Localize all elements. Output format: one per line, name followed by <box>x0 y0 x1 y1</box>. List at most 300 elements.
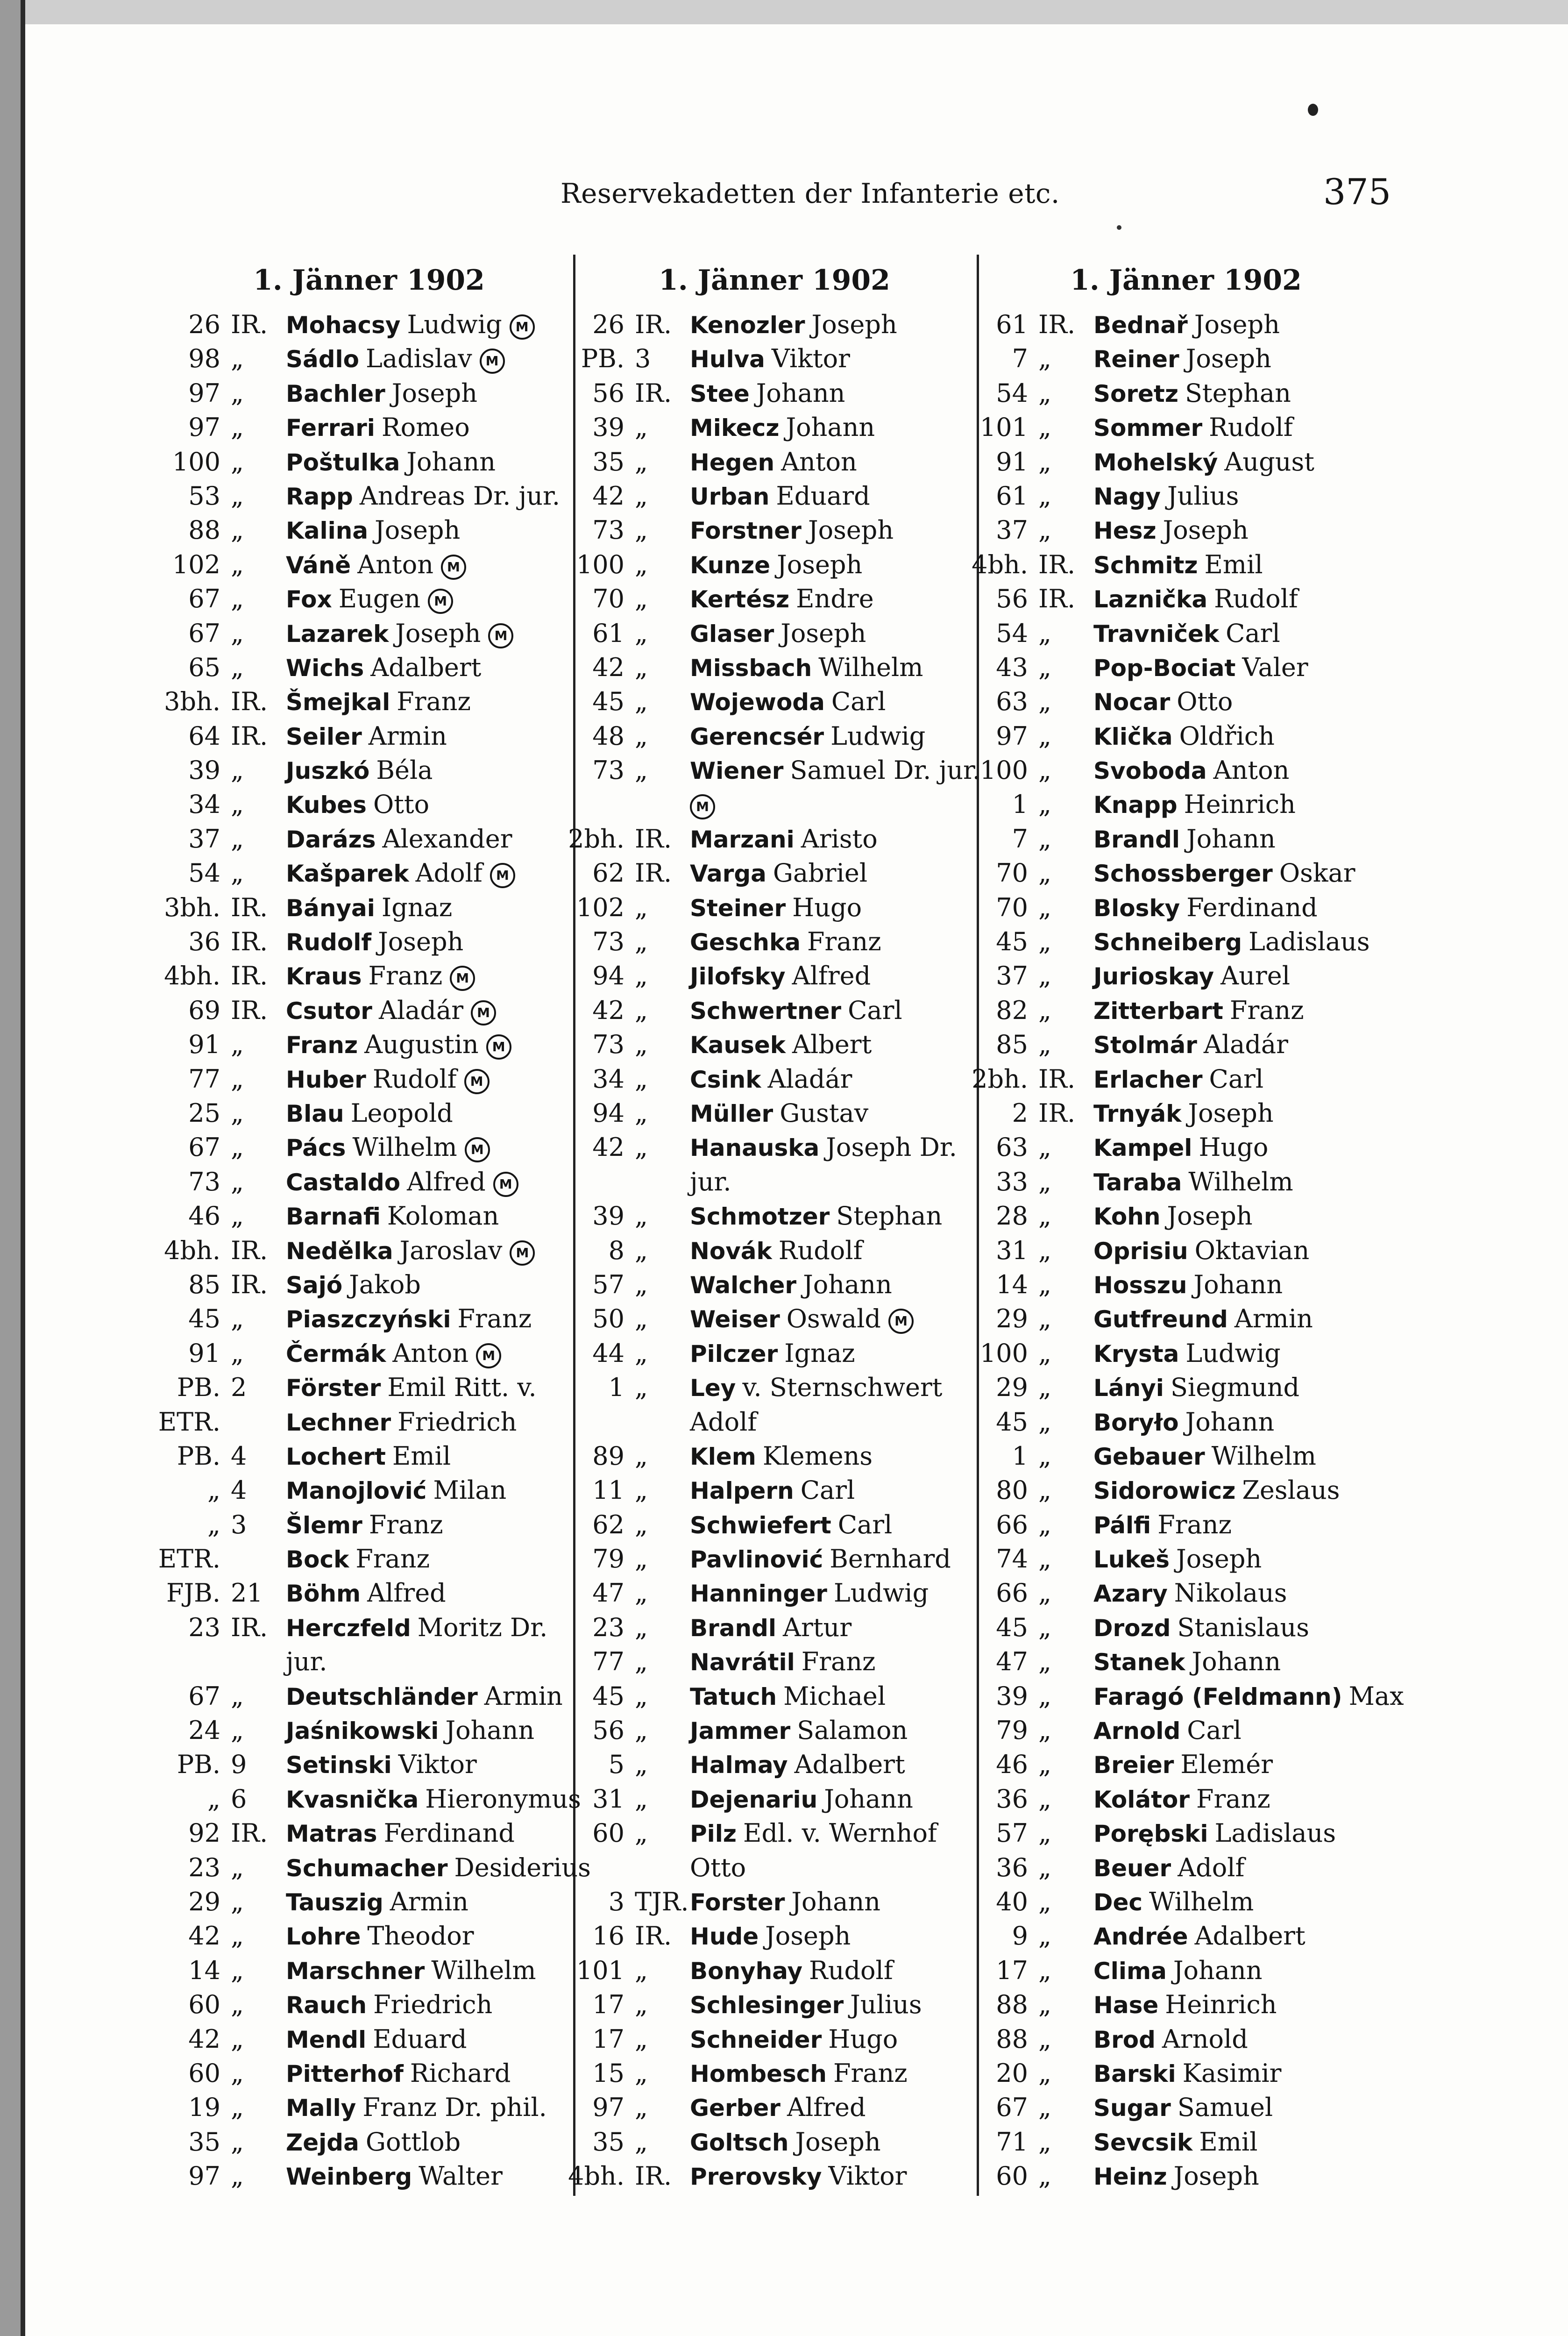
given-name: Eduard <box>373 2024 467 2054</box>
list-item <box>168 1508 570 1542</box>
circled-m-icon: M <box>428 589 453 614</box>
unit-type: „ <box>1038 1235 1051 1265</box>
name-entry <box>690 513 894 548</box>
list-item <box>572 616 977 650</box>
given-name: Max <box>1348 1681 1404 1711</box>
unit-type: IR. <box>1038 1098 1076 1128</box>
given-name: Emil Ritt. v. <box>387 1373 537 1403</box>
surname: Sajó <box>286 1271 343 1299</box>
surname: Lányi <box>1093 1375 1164 1402</box>
given-name: Zeslaus <box>1242 1475 1340 1505</box>
name-entry <box>286 925 463 960</box>
list-item <box>976 1130 1396 1164</box>
surname: Glaser <box>690 620 774 648</box>
name-entry <box>1093 822 1276 857</box>
unit-type: „ <box>635 1750 648 1780</box>
regiment-number: 4bh. <box>164 1235 220 1265</box>
list-item <box>976 1610 1396 1645</box>
regiment-number: 23 <box>188 1612 220 1642</box>
given-name: Otto <box>373 790 430 819</box>
name-entry <box>690 1851 746 1885</box>
list-item <box>168 1027 570 1061</box>
unit-type: „ <box>1038 858 1051 888</box>
regiment-number: 5 <box>608 1750 624 1780</box>
name-entry <box>1093 582 1298 617</box>
regiment-number: 45 <box>592 687 624 717</box>
list-item <box>168 479 570 513</box>
name-entry <box>690 1885 880 1920</box>
list-item <box>168 410 570 444</box>
name-entry <box>690 1233 863 1268</box>
surname: Arnold <box>1093 1717 1181 1745</box>
list-item <box>168 342 570 376</box>
surname: Halpern <box>690 1477 794 1505</box>
unit-type: „ <box>635 1235 648 1265</box>
given-name: Johann <box>791 1887 881 1916</box>
surname: Förster <box>286 1375 381 1402</box>
unit-type: „ <box>1038 1955 1051 1985</box>
regiment-number: ETR. <box>158 1407 220 1437</box>
unit-type: „ <box>231 378 244 408</box>
list-item <box>158 1542 570 1576</box>
list-item <box>164 959 570 993</box>
surname: Piaszczyński <box>286 1306 451 1333</box>
name-entry <box>690 342 850 377</box>
given-name: Salamon <box>797 1716 908 1745</box>
surname: Nagy <box>1093 483 1161 510</box>
list-item <box>168 582 570 616</box>
surname: Schumacher <box>286 1854 448 1882</box>
surname: Seiler <box>286 723 362 750</box>
regiment-number: 70 <box>996 892 1028 922</box>
unit-type: „ <box>231 1167 244 1196</box>
given-name: Friedrich <box>397 1407 517 1437</box>
regiment-number: 37 <box>996 515 1028 545</box>
list-item <box>168 513 570 547</box>
unit-type: „ <box>1038 1132 1051 1162</box>
list-item <box>168 1130 570 1164</box>
name-entry <box>1093 1027 1288 1062</box>
list-item <box>168 1473 570 1507</box>
list-item <box>972 1062 1396 1096</box>
name-entry <box>286 1439 451 1474</box>
surname: Sádlo <box>286 346 360 373</box>
name-entry <box>286 1645 327 1679</box>
given-name: Valer <box>1242 652 1308 682</box>
unit-type: TJR. <box>635 1887 689 1916</box>
given-name: Carl <box>837 1510 893 1539</box>
surname: Gerencsér <box>690 723 824 750</box>
surname: Klička <box>1093 723 1173 750</box>
given-name: Milan <box>433 1475 507 1505</box>
regiment-number: 37 <box>188 824 220 854</box>
list-item <box>976 822 1396 856</box>
surname: Franz <box>286 1032 358 1059</box>
surname: Nedělka <box>286 1237 393 1265</box>
name-entry <box>690 890 862 926</box>
unit-type: „ <box>635 1612 648 1642</box>
list-item <box>976 616 1396 650</box>
surname: Ley <box>690 1375 736 1402</box>
given-name: Ferdinand <box>383 1818 515 1848</box>
list-item <box>572 890 977 925</box>
list-item <box>976 2022 1396 2056</box>
name-entry <box>286 1919 474 1954</box>
surname: Fox <box>286 586 332 613</box>
regiment-number: 50 <box>592 1304 624 1334</box>
surname: Forstner <box>690 517 802 545</box>
list-item <box>168 822 570 856</box>
given-name: Joseph <box>811 310 897 339</box>
unit-type: IR. <box>231 995 268 1025</box>
regiment-number: 73 <box>188 1167 220 1196</box>
surname: Marzani <box>690 826 795 853</box>
unit-type: „ <box>231 1681 244 1711</box>
surname: Jammer <box>690 1717 791 1745</box>
list-item <box>168 2159 570 2193</box>
unit-type: „ <box>1038 1921 1051 1951</box>
unit-type: „ <box>231 652 244 682</box>
name-entry <box>1093 1165 1293 1200</box>
name-entry <box>690 684 886 719</box>
regiment-number: 97 <box>592 2093 624 2122</box>
given-name: Johann <box>756 378 845 408</box>
regiment-number: 36 <box>996 1852 1028 1882</box>
list-item <box>976 1405 1396 1439</box>
surname: Ferrari <box>286 414 375 442</box>
regiment-number: 100 <box>979 1338 1028 1368</box>
list-item <box>572 1130 977 1164</box>
list-item <box>572 856 977 890</box>
regiment-number: 4bh. <box>568 2161 624 2191</box>
unit-type: 9 <box>231 1750 247 1780</box>
name-entry <box>286 445 496 480</box>
list-item <box>976 1645 1396 1679</box>
name-entry <box>1093 1233 1309 1268</box>
name-entry <box>1093 376 1291 411</box>
given-name: Theodor <box>367 1921 474 1951</box>
given-name: Albert <box>792 1030 872 1060</box>
unit-type: IR. <box>1038 1064 1076 1094</box>
surname: Kohn <box>1093 1203 1161 1231</box>
surname: Geschka <box>690 929 801 956</box>
unit-type: „ <box>1038 344 1051 374</box>
unit-type: „ <box>231 1201 244 1231</box>
name-entry <box>1093 959 1290 994</box>
regiment-number: 63 <box>996 687 1028 717</box>
regiment-number: 77 <box>592 1647 624 1677</box>
regiment-number: „ <box>207 1475 220 1505</box>
name-entry <box>286 1062 490 1097</box>
name-entry <box>690 2022 898 2057</box>
surname: Bachler <box>286 380 385 407</box>
surname: Pop-Bociat <box>1093 654 1236 682</box>
name-entry <box>690 1096 868 1131</box>
list-item <box>572 445 977 479</box>
regiment-number: 56 <box>592 378 624 408</box>
list-item <box>168 1370 570 1404</box>
circled-m-icon: M <box>450 966 475 991</box>
name-entry <box>286 582 453 617</box>
regiment-number: 88 <box>188 515 220 545</box>
given-name: Heinrich <box>1165 1990 1277 2020</box>
regiment-number: 73 <box>592 515 624 545</box>
surname: Barski <box>1093 2060 1176 2087</box>
regiment-number: 48 <box>592 721 624 751</box>
given-name: Samuel Dr. jur. <box>790 755 981 785</box>
name-entry <box>690 925 881 960</box>
list-item <box>976 2056 1396 2090</box>
unit-type: „ <box>1038 652 1051 682</box>
list-item <box>168 1165 570 1199</box>
name-entry <box>690 1713 908 1748</box>
circled-m-icon: M <box>476 1343 501 1368</box>
unit-type: „ <box>1038 1269 1051 1299</box>
name-entry <box>1093 2022 1248 2057</box>
regiment-number: 73 <box>592 1030 624 1060</box>
regiment-number: 91 <box>188 1030 220 1060</box>
name-entry <box>1093 1713 1242 1748</box>
name-entry <box>690 719 925 754</box>
unit-type: IR. <box>231 687 268 717</box>
given-name: Emil <box>392 1441 451 1471</box>
unit-type: IR. <box>635 2161 672 2191</box>
regiment-number: 67 <box>188 1681 220 1711</box>
unit-type: IR. <box>231 892 268 922</box>
unit-type: „ <box>1038 618 1051 648</box>
list-item <box>572 753 981 787</box>
name-entry <box>1093 1919 1305 1954</box>
given-name: Ludwig <box>830 721 926 751</box>
surname: Hulva <box>690 346 765 373</box>
list-item <box>976 445 1396 479</box>
name-entry <box>690 1199 942 1234</box>
surname: Missbach <box>690 654 812 682</box>
surname: Matras <box>286 1820 377 1848</box>
given-name: Armin <box>390 1887 468 1916</box>
surname: Brandl <box>1093 826 1180 853</box>
unit-type: 4 <box>231 1441 247 1471</box>
name-entry <box>1093 1782 1270 1817</box>
name-entry <box>286 753 433 788</box>
list-item <box>972 548 1396 582</box>
given-name: Franz <box>368 961 443 991</box>
list-item <box>976 2125 1396 2159</box>
unit-type: IR. <box>231 1612 268 1642</box>
list-item <box>976 856 1396 890</box>
regiment-number: 54 <box>996 618 1028 648</box>
given-name: Rudolf <box>372 1064 457 1094</box>
unit-type: IR. <box>231 310 268 339</box>
surname: Jaśnikowski <box>286 1717 439 1745</box>
list-item <box>572 1679 977 1713</box>
name-entry <box>690 376 845 411</box>
list-item <box>572 1370 977 1404</box>
regiment-number: 15 <box>592 2058 624 2088</box>
list-item <box>976 1816 1396 1850</box>
list-item <box>168 1062 570 1096</box>
name-entry <box>690 582 874 617</box>
given-name: Heinrich <box>1184 790 1296 819</box>
surname: Bonyhay <box>690 1957 803 1985</box>
name-entry <box>286 1370 537 1405</box>
name-entry <box>286 856 515 891</box>
unit-type: „ <box>231 2093 244 2122</box>
surname: Schmitz <box>1093 551 1198 579</box>
regiment-number: 97 <box>188 2161 220 2191</box>
name-entry <box>286 410 470 445</box>
surname: Darázs <box>286 826 376 853</box>
unit-type: „ <box>635 1441 648 1471</box>
regiment-number: 42 <box>188 2024 220 2054</box>
unit-type: „ <box>231 515 244 545</box>
unit-type: „ <box>635 1098 648 1128</box>
unit-type: IR. <box>231 927 268 957</box>
regiment-number: 64 <box>188 721 220 751</box>
given-name: Wilhelm <box>1188 1167 1293 1196</box>
surname: Weinberg <box>286 2163 412 2191</box>
unit-type: IR. <box>231 1818 268 1848</box>
name-entry <box>690 2090 866 2125</box>
regiment-number: 17 <box>592 1990 624 2020</box>
given-name: Viktor <box>828 2161 907 2191</box>
given-name: Johann <box>1185 1407 1275 1437</box>
regiment-number: 101 <box>979 413 1028 442</box>
regiment-number: 56 <box>996 584 1028 614</box>
unit-type: „ <box>231 2127 244 2157</box>
given-name: Kasimir <box>1182 2058 1282 2088</box>
regiment-number: 77 <box>188 1064 220 1094</box>
unit-type: „ <box>635 1030 648 1060</box>
name-entry <box>286 959 475 994</box>
list-item <box>976 959 1396 993</box>
given-name: Hugo <box>792 892 862 922</box>
name-entry <box>1093 1336 1281 1371</box>
unit-type: 6 <box>231 1784 247 1814</box>
given-name: Alfred <box>407 1167 486 1196</box>
unit-type: „ <box>1038 378 1051 408</box>
print-dot <box>1117 225 1121 230</box>
name-entry <box>286 479 560 514</box>
unit-type: „ <box>1038 1990 1051 2020</box>
regiment-number: 61 <box>996 310 1028 339</box>
regiment-number: 2bh. <box>972 1064 1028 1094</box>
name-entry <box>690 1268 892 1303</box>
name-entry <box>286 2159 503 2194</box>
name-entry <box>286 513 460 548</box>
surname: Jilofsky <box>690 963 786 990</box>
unit-type: „ <box>1038 1612 1051 1642</box>
list-item <box>976 1679 1404 1713</box>
surname: Wiener <box>690 757 784 785</box>
surname: Barnafi <box>286 1203 381 1231</box>
unit-type: „ <box>635 1544 648 1574</box>
given-name: Joseph <box>780 618 866 648</box>
regiment-number: 97 <box>188 378 220 408</box>
surname: Gerber <box>690 2094 780 2122</box>
surname: Laznička <box>1093 586 1208 613</box>
regiment-number: 43 <box>996 652 1028 682</box>
name-entry <box>1093 1473 1340 1508</box>
regiment-number: 91 <box>188 1338 220 1368</box>
given-name: Aladár <box>767 1064 852 1094</box>
regiment-number: 42 <box>592 995 624 1025</box>
given-name: Johann <box>445 1716 535 1745</box>
surname: Kvasnička <box>286 1786 419 1813</box>
name-entry <box>1093 410 1293 445</box>
surname: Pálfi <box>1093 1511 1151 1539</box>
list-item <box>568 2159 977 2193</box>
name-entry <box>286 1610 547 1645</box>
surname: Böhm <box>286 1580 361 1608</box>
list-item <box>976 993 1396 1027</box>
given-name: Koloman <box>387 1201 499 1231</box>
name-entry <box>286 2125 461 2160</box>
regiment-number: 73 <box>592 755 624 785</box>
list-item <box>572 1439 977 1473</box>
regiment-number: 70 <box>996 858 1028 888</box>
surname: Blosky <box>1093 894 1180 922</box>
unit-type: „ <box>635 721 648 751</box>
list-item <box>168 1576 570 1610</box>
given-name: Carl <box>848 995 902 1025</box>
list-item <box>158 1405 570 1439</box>
name-entry <box>690 1062 852 1097</box>
given-name: Leopold <box>350 1098 453 1128</box>
given-name: Ludwig <box>407 310 502 339</box>
unit-type: „ <box>231 824 244 854</box>
regiment-number: 42 <box>592 481 624 511</box>
unit-type: „ <box>1038 1887 1051 1916</box>
given-name: Alexander <box>382 824 512 854</box>
name-entry <box>1093 1987 1277 2023</box>
list-item <box>976 1919 1396 1953</box>
given-name: Joseph <box>795 2127 881 2157</box>
regiment-number: 71 <box>996 2127 1028 2157</box>
name-entry <box>690 1439 873 1474</box>
name-entry <box>1093 1542 1262 1577</box>
surname: Pavlinović <box>690 1546 823 1574</box>
name-entry <box>1093 1096 1274 1131</box>
name-entry <box>1093 856 1355 891</box>
surname: Hase <box>1093 1992 1159 2019</box>
surname: Lukeš <box>1093 1546 1170 1574</box>
surname: Schneider <box>690 2026 822 2053</box>
scan-left-edge <box>0 0 21 2336</box>
given-name: Hugo <box>1199 1132 1269 1162</box>
unit-type: „ <box>231 1990 244 2020</box>
unit-type: „ <box>1038 1201 1051 1231</box>
surname: Sidorowicz <box>1093 1477 1236 1505</box>
name-entry <box>690 445 857 480</box>
name-entry <box>286 1851 591 1886</box>
surname: Hegen <box>690 449 775 476</box>
list-item <box>976 307 1396 342</box>
unit-type: IR. <box>1038 310 1076 339</box>
unit-type: „ <box>231 481 244 511</box>
list-item <box>168 1302 570 1336</box>
list-item <box>572 342 977 376</box>
regiment-number: 34 <box>592 1064 624 1094</box>
given-name: Oskar <box>1279 858 1355 888</box>
list-item <box>572 1782 977 1816</box>
name-entry <box>690 1542 951 1577</box>
regiment-number: 39 <box>592 413 624 442</box>
regiment-number: 61 <box>996 481 1028 511</box>
list-item <box>164 684 570 719</box>
regiment-number: 80 <box>996 1475 1028 1505</box>
regiment-number: 39 <box>188 755 220 785</box>
